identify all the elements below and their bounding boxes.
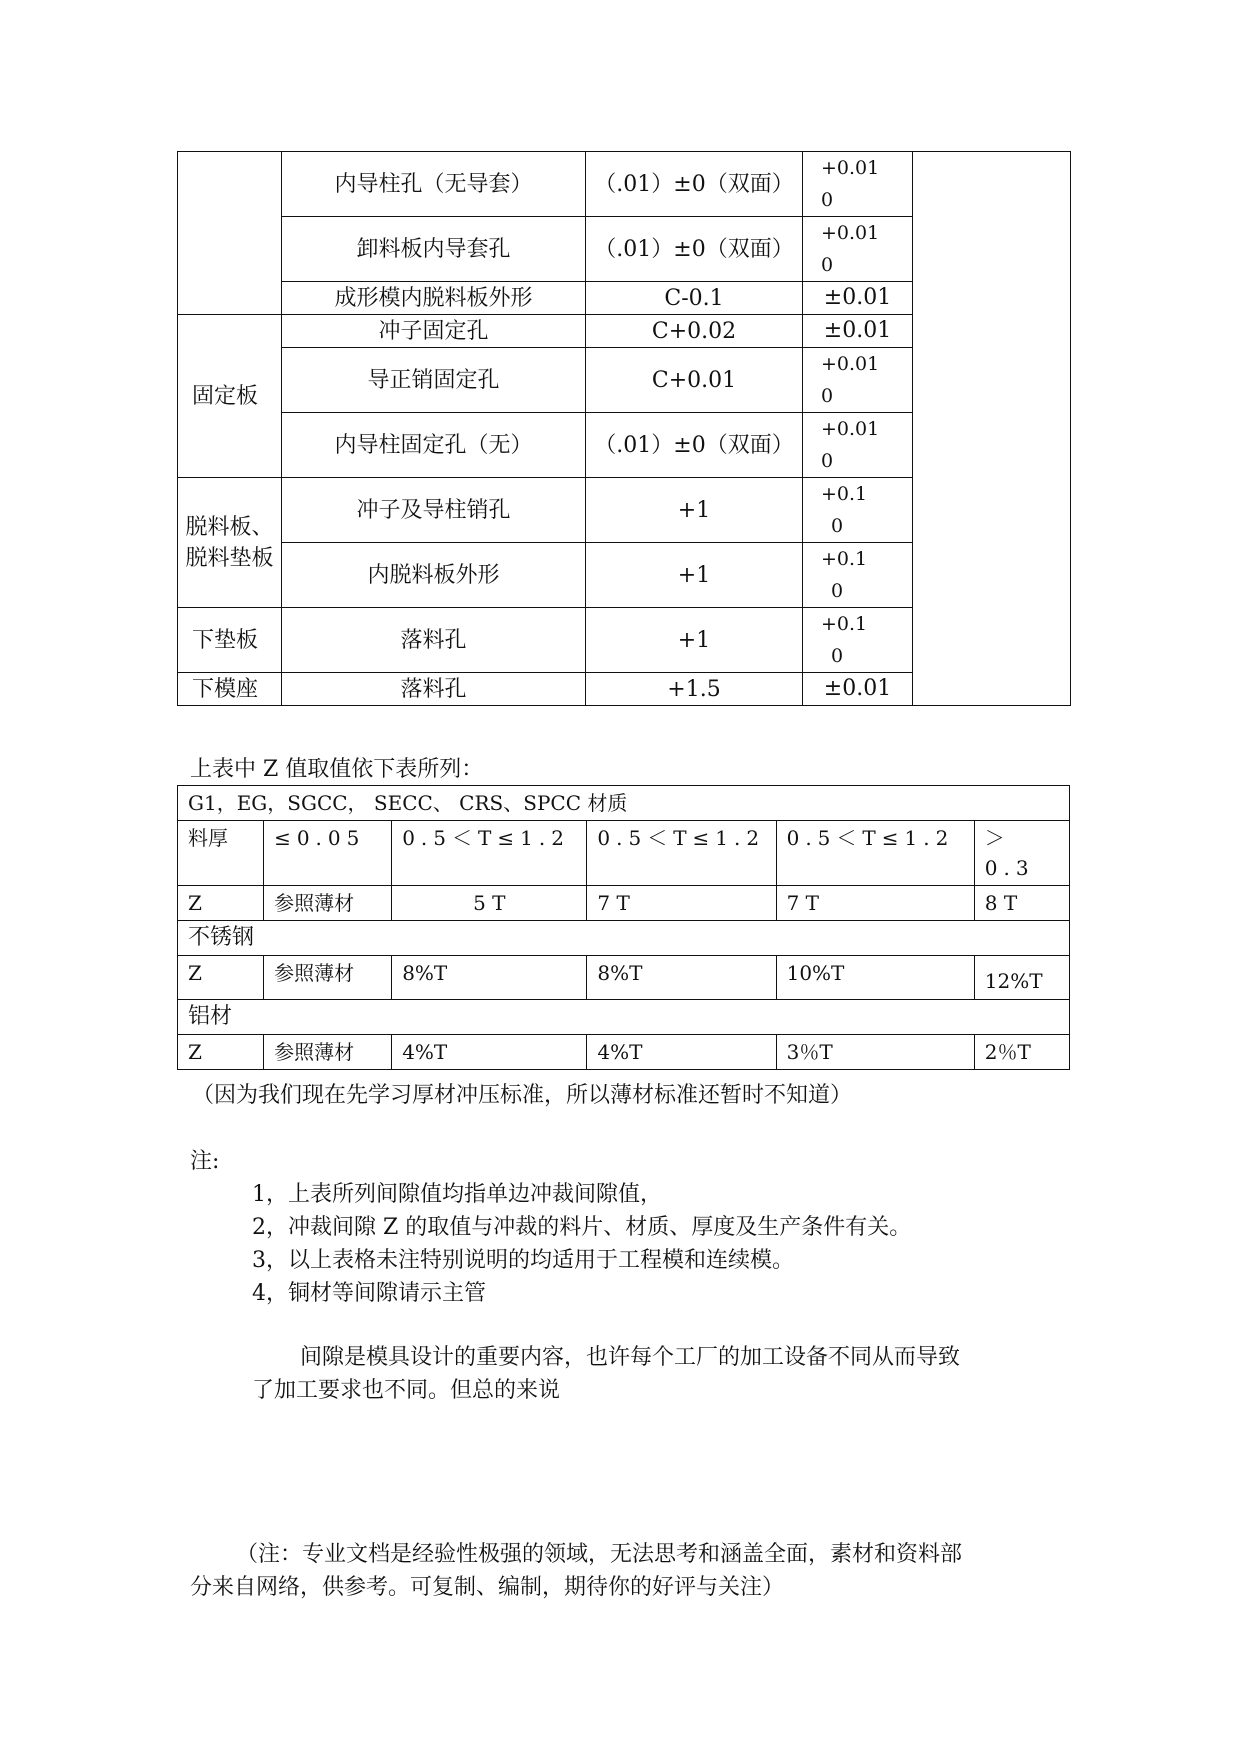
category-cell: 下垫板: [178, 608, 282, 673]
part-cell: 内导柱孔（无导套）: [282, 152, 586, 217]
table-row: [178, 821, 1070, 886]
z-value-cell: 8%T: [392, 956, 587, 1000]
category-cell: 脱料板、脱料垫板: [178, 478, 282, 608]
table-caption: 上表中 Z 值取值依下表所列：: [190, 757, 484, 782]
tolerance-cell: ±0.01: [803, 282, 913, 315]
table-row: [178, 886, 1070, 921]
note-item: 1，上表所列间隙值均指单边冲裁间隙值，: [252, 1182, 662, 1207]
clearance-cell: C+0.01: [586, 348, 803, 413]
category-cell: 固定板: [178, 315, 282, 478]
remark: （因为我们现在先学习厚材冲压标准，所以薄材标准还暂时不知道）: [192, 1083, 853, 1108]
tolerance-cell: +0.01 0: [803, 217, 913, 282]
paragraph-line: 间隙是模具设计的重要内容，也许每个工厂的加工设备不同从而导致: [300, 1345, 961, 1370]
tolerance-cell: +0.01 0: [803, 413, 913, 478]
note-item: 2，冲裁间隙 Z 的取值与冲裁的料片、材质、厚度及生产条件有关。: [252, 1215, 912, 1240]
blank-column: [913, 152, 1071, 706]
z-label: Z: [178, 1035, 264, 1070]
category-cell: [178, 152, 282, 315]
tolerance-cell: +0.1 0: [803, 478, 913, 543]
part-cell: 落料孔: [282, 608, 586, 673]
table-row: [178, 956, 1070, 1000]
reference-cell: 参照薄材: [264, 1035, 392, 1070]
z-value-cell: 2％T: [974, 1035, 1069, 1070]
clearance-cell: +1: [586, 608, 803, 673]
z-value-cell: 12%T: [974, 956, 1069, 1000]
table-row: [178, 921, 1070, 956]
clearance-cell: （.01）±0（双面）: [586, 413, 803, 478]
clearance-cell: C+0.02: [586, 315, 803, 348]
tolerance-table: [177, 151, 1071, 706]
footer-note-line: 分来自网络，供参考。可复制、编制，期待你的好评与关注）: [190, 1575, 785, 1600]
tolerance-cell: +0.01 0: [803, 152, 913, 217]
z-value-cell: 8%T: [587, 956, 776, 1000]
z-value-cell: 5 T: [392, 886, 587, 921]
thickness-cell: ＞0.3: [974, 821, 1069, 886]
category-cell: 下模座: [178, 673, 282, 706]
part-cell: 卸料板内导套孔: [282, 217, 586, 282]
tolerance-cell: +0.1 0: [803, 543, 913, 608]
part-cell: 内导柱固定孔（无）: [282, 413, 586, 478]
part-cell: 冲子固定孔: [282, 315, 586, 348]
tolerance-cell: ±0.01: [803, 315, 913, 348]
thickness-cell: 0.5＜T≤1.2: [776, 821, 974, 886]
tolerance-cell: +0.1 0: [803, 608, 913, 673]
clearance-cell: （.01）±0（双面）: [586, 152, 803, 217]
part-cell: 导正销固定孔: [282, 348, 586, 413]
z-value-cell: 10%T: [776, 956, 974, 1000]
table-row: [178, 152, 1071, 217]
thickness-cell: 0.5＜T≤1.2: [392, 821, 587, 886]
material-header: 不锈钢: [178, 921, 1070, 956]
clearance-cell: +1: [586, 543, 803, 608]
clearance-cell: C-0.1: [586, 282, 803, 315]
table-row: [178, 1000, 1070, 1035]
material-header: 铝材: [178, 1000, 1070, 1035]
reference-cell: 参照薄材: [264, 956, 392, 1000]
thickness-cell: 0.5＜T≤1.2: [587, 821, 776, 886]
tolerance-cell: ±0.01: [803, 673, 913, 706]
note-item: 3，以上表格未注特别说明的均适用于工程模和连续模。: [252, 1248, 794, 1273]
notes-title: 注:: [190, 1149, 220, 1174]
thickness-cell: ≤0.05: [264, 821, 392, 886]
tolerance-cell: +0.01 0: [803, 348, 913, 413]
z-value-cell: 4%T: [392, 1035, 587, 1070]
part-cell: 冲子及导柱销孔: [282, 478, 586, 543]
z-value-table: [177, 785, 1070, 1070]
clearance-cell: （.01）±0（双面）: [586, 217, 803, 282]
clearance-cell: +1.5: [586, 673, 803, 706]
part-cell: 落料孔: [282, 673, 586, 706]
table-row: [178, 1035, 1070, 1070]
z-value-cell: 8 T: [974, 886, 1069, 921]
material-header: G1，EG，SGCC， SECC、 CRS、SPCC 材质: [178, 786, 1070, 821]
z-value-cell: 7 T: [587, 886, 776, 921]
clearance-cell: +1: [586, 478, 803, 543]
thickness-label: 料厚: [178, 821, 264, 886]
z-value-cell: 7 T: [776, 886, 974, 921]
z-value-cell: 3％T: [776, 1035, 974, 1070]
note-item: 4，铜材等间隙请示主管: [252, 1281, 486, 1306]
table-row: [178, 786, 1070, 821]
z-label: Z: [178, 886, 264, 921]
part-cell: 内脱料板外形: [282, 543, 586, 608]
reference-cell: 参照薄材: [264, 886, 392, 921]
paragraph-line: 了加工要求也不同。但总的来说: [252, 1378, 561, 1403]
part-cell: 成形模内脱料板外形: [282, 282, 586, 315]
footer-note-line: （注：专业文档是经验性极强的领域，无法思考和涵盖全面，素材和资料部: [236, 1542, 963, 1567]
z-label: Z: [178, 956, 264, 1000]
z-value-cell: 4%T: [587, 1035, 776, 1070]
